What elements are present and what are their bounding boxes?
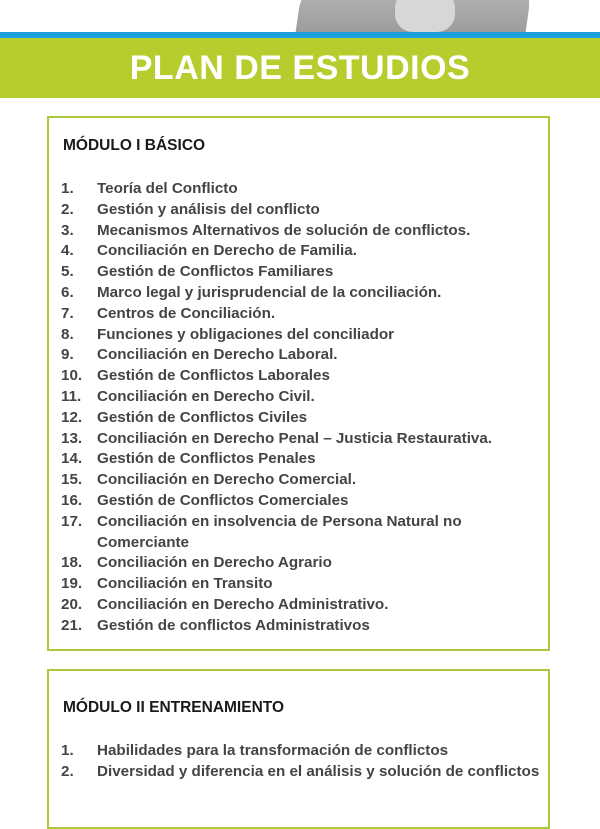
topic-text: Gestión de conflictos Administrativos: [97, 616, 370, 634]
topic-text: Mecanismos Alternativos de solución de conflictos.: [97, 221, 471, 239]
header-photo: [0, 0, 600, 32]
topic-number: 10.: [61, 367, 83, 385]
topic-item: [61, 741, 540, 762]
topic-item: [61, 283, 540, 304]
topic-text: Conciliación en Derecho Civil.: [97, 387, 315, 405]
topic-list: [61, 179, 540, 637]
topic-number: 16.: [61, 491, 83, 509]
topic-number: 8.: [61, 325, 74, 343]
title-banner: [0, 38, 600, 98]
topic-item: [61, 241, 540, 262]
topic-item: [61, 449, 540, 470]
topic-number: 6.: [61, 283, 74, 301]
topic-item: [61, 325, 540, 346]
topic-number: 2.: [61, 200, 74, 218]
topic-text: Gestión de Conflictos Civiles: [97, 408, 308, 426]
topic-text: Conciliación en Derecho Penal – Justicia Restaurativa.: [97, 429, 493, 447]
topic-item: [61, 304, 540, 325]
topic-text: Gestión de Conflictos Laborales: [97, 367, 330, 385]
topic-text: Conciliación en Derecho Comercial.: [97, 471, 357, 489]
topic-text: Conciliación en Derecho Administrativo.: [97, 595, 389, 613]
topic-text: Conciliación en insolvencia de Persona Natural no Comerciante: [97, 512, 462, 551]
topic-text: Gestión de Conflictos Familiares: [97, 263, 334, 281]
topic-text: Conciliación en Derecho Agrario: [97, 554, 332, 572]
topic-number: 2.: [61, 762, 74, 780]
topic-number: 21.: [61, 616, 83, 634]
topic-text: Conciliación en Transito: [97, 575, 273, 593]
topic-number: 3.: [61, 221, 74, 239]
topic-text: Gestión de Conflictos Comerciales: [97, 491, 349, 509]
topic-number: 12.: [61, 408, 83, 426]
topic-text: Conciliación en Derecho de Familia.: [97, 242, 357, 260]
module-training: [47, 669, 550, 829]
topic-number: 11.: [61, 387, 82, 405]
topic-item: [61, 200, 540, 221]
topic-text: Marco legal y jurisprudencial de la conciliación.: [97, 283, 442, 301]
topic-item: [61, 221, 540, 242]
topic-number: 19.: [61, 575, 83, 593]
topic-item: [61, 262, 540, 283]
topic-item: [61, 429, 540, 450]
topic-text: Diversidad y diferencia en el análisis y solución de conflictos: [97, 762, 540, 780]
topic-text: Centros de Conciliación.: [97, 304, 276, 322]
topic-number: 20.: [61, 595, 83, 613]
topic-number: 9.: [61, 346, 74, 364]
topic-item: [61, 491, 540, 512]
topic-item: [61, 179, 540, 200]
topic-number: 1.: [61, 180, 74, 197]
topic-text: Funciones y obligaciones del conciliador: [97, 325, 395, 343]
topic-item: [61, 512, 540, 554]
topic-text: Conciliación en Derecho Laboral.: [97, 346, 338, 364]
topic-item: [61, 574, 540, 595]
topic-text: Gestión de Conflictos Penales: [97, 450, 316, 468]
topic-item: [61, 595, 540, 616]
module-title: MÓDULO II ENTRENAMIENTO: [63, 699, 285, 716]
topic-number: 17.: [61, 512, 83, 530]
topic-item: [61, 553, 540, 574]
topic-number: 15.: [61, 471, 83, 489]
topic-item: [61, 616, 540, 637]
topic-number: 4.: [61, 242, 74, 260]
page-title: PLAN DE ESTUDIOS: [129, 48, 471, 87]
topic-number: 7.: [61, 304, 74, 322]
topic-number: 14.: [61, 450, 83, 468]
header-photo-highlight: [395, 0, 455, 32]
topic-text: Gestión y análisis del conflicto: [97, 200, 320, 218]
topic-item: [61, 408, 540, 429]
topic-item: [61, 470, 540, 491]
topic-number: 1.: [61, 742, 74, 759]
topic-item: [61, 762, 540, 783]
topic-number: 5.: [61, 263, 74, 281]
topic-text: Teoría del Conflicto: [97, 180, 238, 197]
topic-number: 18.: [61, 554, 83, 572]
topic-item: [61, 366, 540, 387]
topic-text: Habilidades para la transformación de conflictos: [97, 742, 449, 759]
topic-item: [61, 387, 540, 408]
topic-list: [61, 741, 540, 783]
module-basic: [47, 116, 550, 651]
topic-item: [61, 345, 540, 366]
module-title: MÓDULO I BÁSICO: [63, 137, 206, 154]
topic-number: 13.: [61, 429, 83, 447]
